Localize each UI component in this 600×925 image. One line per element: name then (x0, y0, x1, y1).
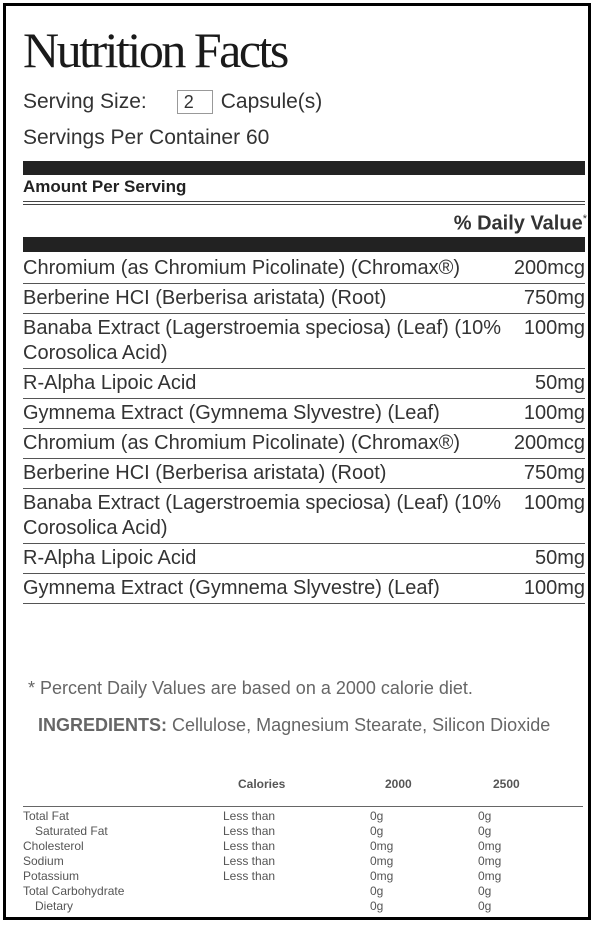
calorie-value-2000: 0mg (370, 869, 394, 883)
thick-divider (23, 237, 585, 252)
nutrient-row (23, 254, 585, 284)
calorie-table-row (23, 809, 583, 824)
nutrient-name: Banaba Extract (Lagerstroemia speciosa) (Leaf) (10% Corosolica Acid) (23, 317, 502, 364)
calorie-value-2500: 0g (478, 884, 492, 898)
nutrient-name: Berberine HCI (Berberisa aristata) (Root) (23, 287, 387, 309)
nutrient-name: Chromium (as Chromium Picolinate) (Chromax®) (23, 257, 461, 279)
nutrient-amount: 100mg (523, 577, 585, 599)
nutrient-row (23, 284, 585, 314)
nutrient-name: Chromium (as Chromium Picolinate) (Chromax®) (23, 432, 461, 454)
calorie-value-2500: 0mg (478, 854, 502, 868)
nutrient-amount: 750mg (523, 287, 585, 309)
nutrient-amount: 100mg (523, 492, 585, 514)
calorie-nutrient: Saturated Fat (35, 824, 108, 838)
calorie-nutrient: Dietary (35, 899, 74, 913)
nutrient-name: Gymnema Extract (Gymnema Slyvestre) (Leaf) (23, 402, 440, 424)
nutrient-row (23, 489, 585, 544)
nutrient-row (23, 544, 585, 574)
daily-value-footnote: * Percent Daily Values are based on a 2000 calorie diet. (28, 678, 473, 698)
nutrient-name: Gymnema Extract (Gymnema Slyvestre) (Leaf) (23, 577, 440, 599)
ingredients-text: Cellulose, Magnesium Stearate, Silicon Dioxide (172, 715, 551, 735)
nutrient-amount: 200mcg (513, 432, 585, 454)
serving-unit: Capsule(s) (220, 90, 323, 113)
ingredients-label: INGREDIENTS: (38, 715, 168, 735)
calorie-table-row (23, 824, 583, 839)
daily-value-heading (454, 205, 587, 238)
calorie-value-2000: 0g (370, 899, 384, 913)
calorie-table-row (23, 884, 583, 899)
calorie-table-row (23, 854, 583, 869)
calorie-value-2500: 0g (478, 824, 492, 838)
calorie-table-header: Calories (238, 777, 286, 791)
nutrient-amount: 200mcg (513, 257, 585, 279)
calorie-nutrient: Potassium (23, 869, 80, 883)
nutrient-row (23, 459, 585, 489)
calorie-limit: Less than (223, 809, 276, 823)
calorie-value-2500: 0mg (478, 839, 502, 853)
nutrition-facts-title: Nutrition Facts (23, 22, 287, 78)
calorie-value-2000: 0g (370, 824, 384, 838)
ingredients (38, 713, 578, 738)
calorie-table-row (23, 869, 583, 884)
calorie-value-2000: 0g (370, 809, 384, 823)
nutrient-amount: 750mg (523, 462, 585, 484)
divider (23, 201, 585, 202)
calorie-limit: Less than (223, 839, 276, 853)
daily-value-label: % Daily Value (453, 212, 583, 235)
calorie-value-2500: 0g (478, 809, 492, 823)
thick-divider (23, 161, 585, 175)
nutrient-name: Berberine HCI (Berberisa aristata) (Root) (23, 462, 387, 484)
nutrient-name: R-Alpha Lipoic Acid (23, 372, 197, 394)
nutrient-row (23, 314, 585, 369)
calorie-value-2000: 0g (370, 884, 384, 898)
nutrient-row (23, 369, 585, 399)
serving-size-label: Serving Size: (23, 90, 147, 113)
nutrient-row (23, 574, 585, 604)
calorie-table-row (23, 899, 583, 914)
nutrient-list (23, 254, 585, 604)
calorie-nutrient: Cholesterol (23, 839, 84, 853)
calorie-table-divider (23, 806, 583, 807)
serving-quantity-field[interactable]: 2 (177, 90, 213, 114)
nutrient-name: R-Alpha Lipoic Acid (23, 547, 197, 569)
nutrient-row (23, 429, 585, 459)
calorie-value-2000: 0mg (370, 839, 394, 853)
calorie-value-2000: 0mg (370, 854, 394, 868)
calorie-limit: Less than (223, 824, 276, 838)
calorie-nutrient: Total Fat (23, 809, 70, 823)
calorie-table-header: 2000 (385, 777, 412, 791)
amount-per-serving-heading: Amount Per Serving (23, 177, 187, 196)
calorie-limit: Less than (223, 854, 276, 868)
calorie-value-2500: 0mg (478, 869, 502, 883)
nutrient-amount: 50mg (534, 372, 585, 394)
calorie-table (23, 809, 583, 914)
servings-per-container: Servings Per Container 60 (23, 126, 270, 149)
calorie-table-header: 2500 (493, 777, 520, 791)
calorie-limit: Less than (223, 869, 276, 883)
serving-size (23, 88, 322, 116)
calorie-table-row (23, 839, 583, 854)
nutrient-amount: 50mg (534, 547, 585, 569)
nutrient-name: Banaba Extract (Lagerstroemia speciosa) (Leaf) (10% Corosolica Acid) (23, 492, 502, 539)
daily-value-marker: * (582, 213, 587, 225)
nutrient-row (23, 399, 585, 429)
calorie-nutrient: Total Carbohydrate (23, 884, 125, 898)
nutrition-facts-panel (3, 3, 591, 920)
nutrient-amount: 100mg (523, 402, 585, 424)
calorie-nutrient: Sodium (23, 854, 64, 868)
calorie-value-2500: 0g (478, 899, 492, 913)
nutrient-amount: 100mg (523, 317, 585, 339)
